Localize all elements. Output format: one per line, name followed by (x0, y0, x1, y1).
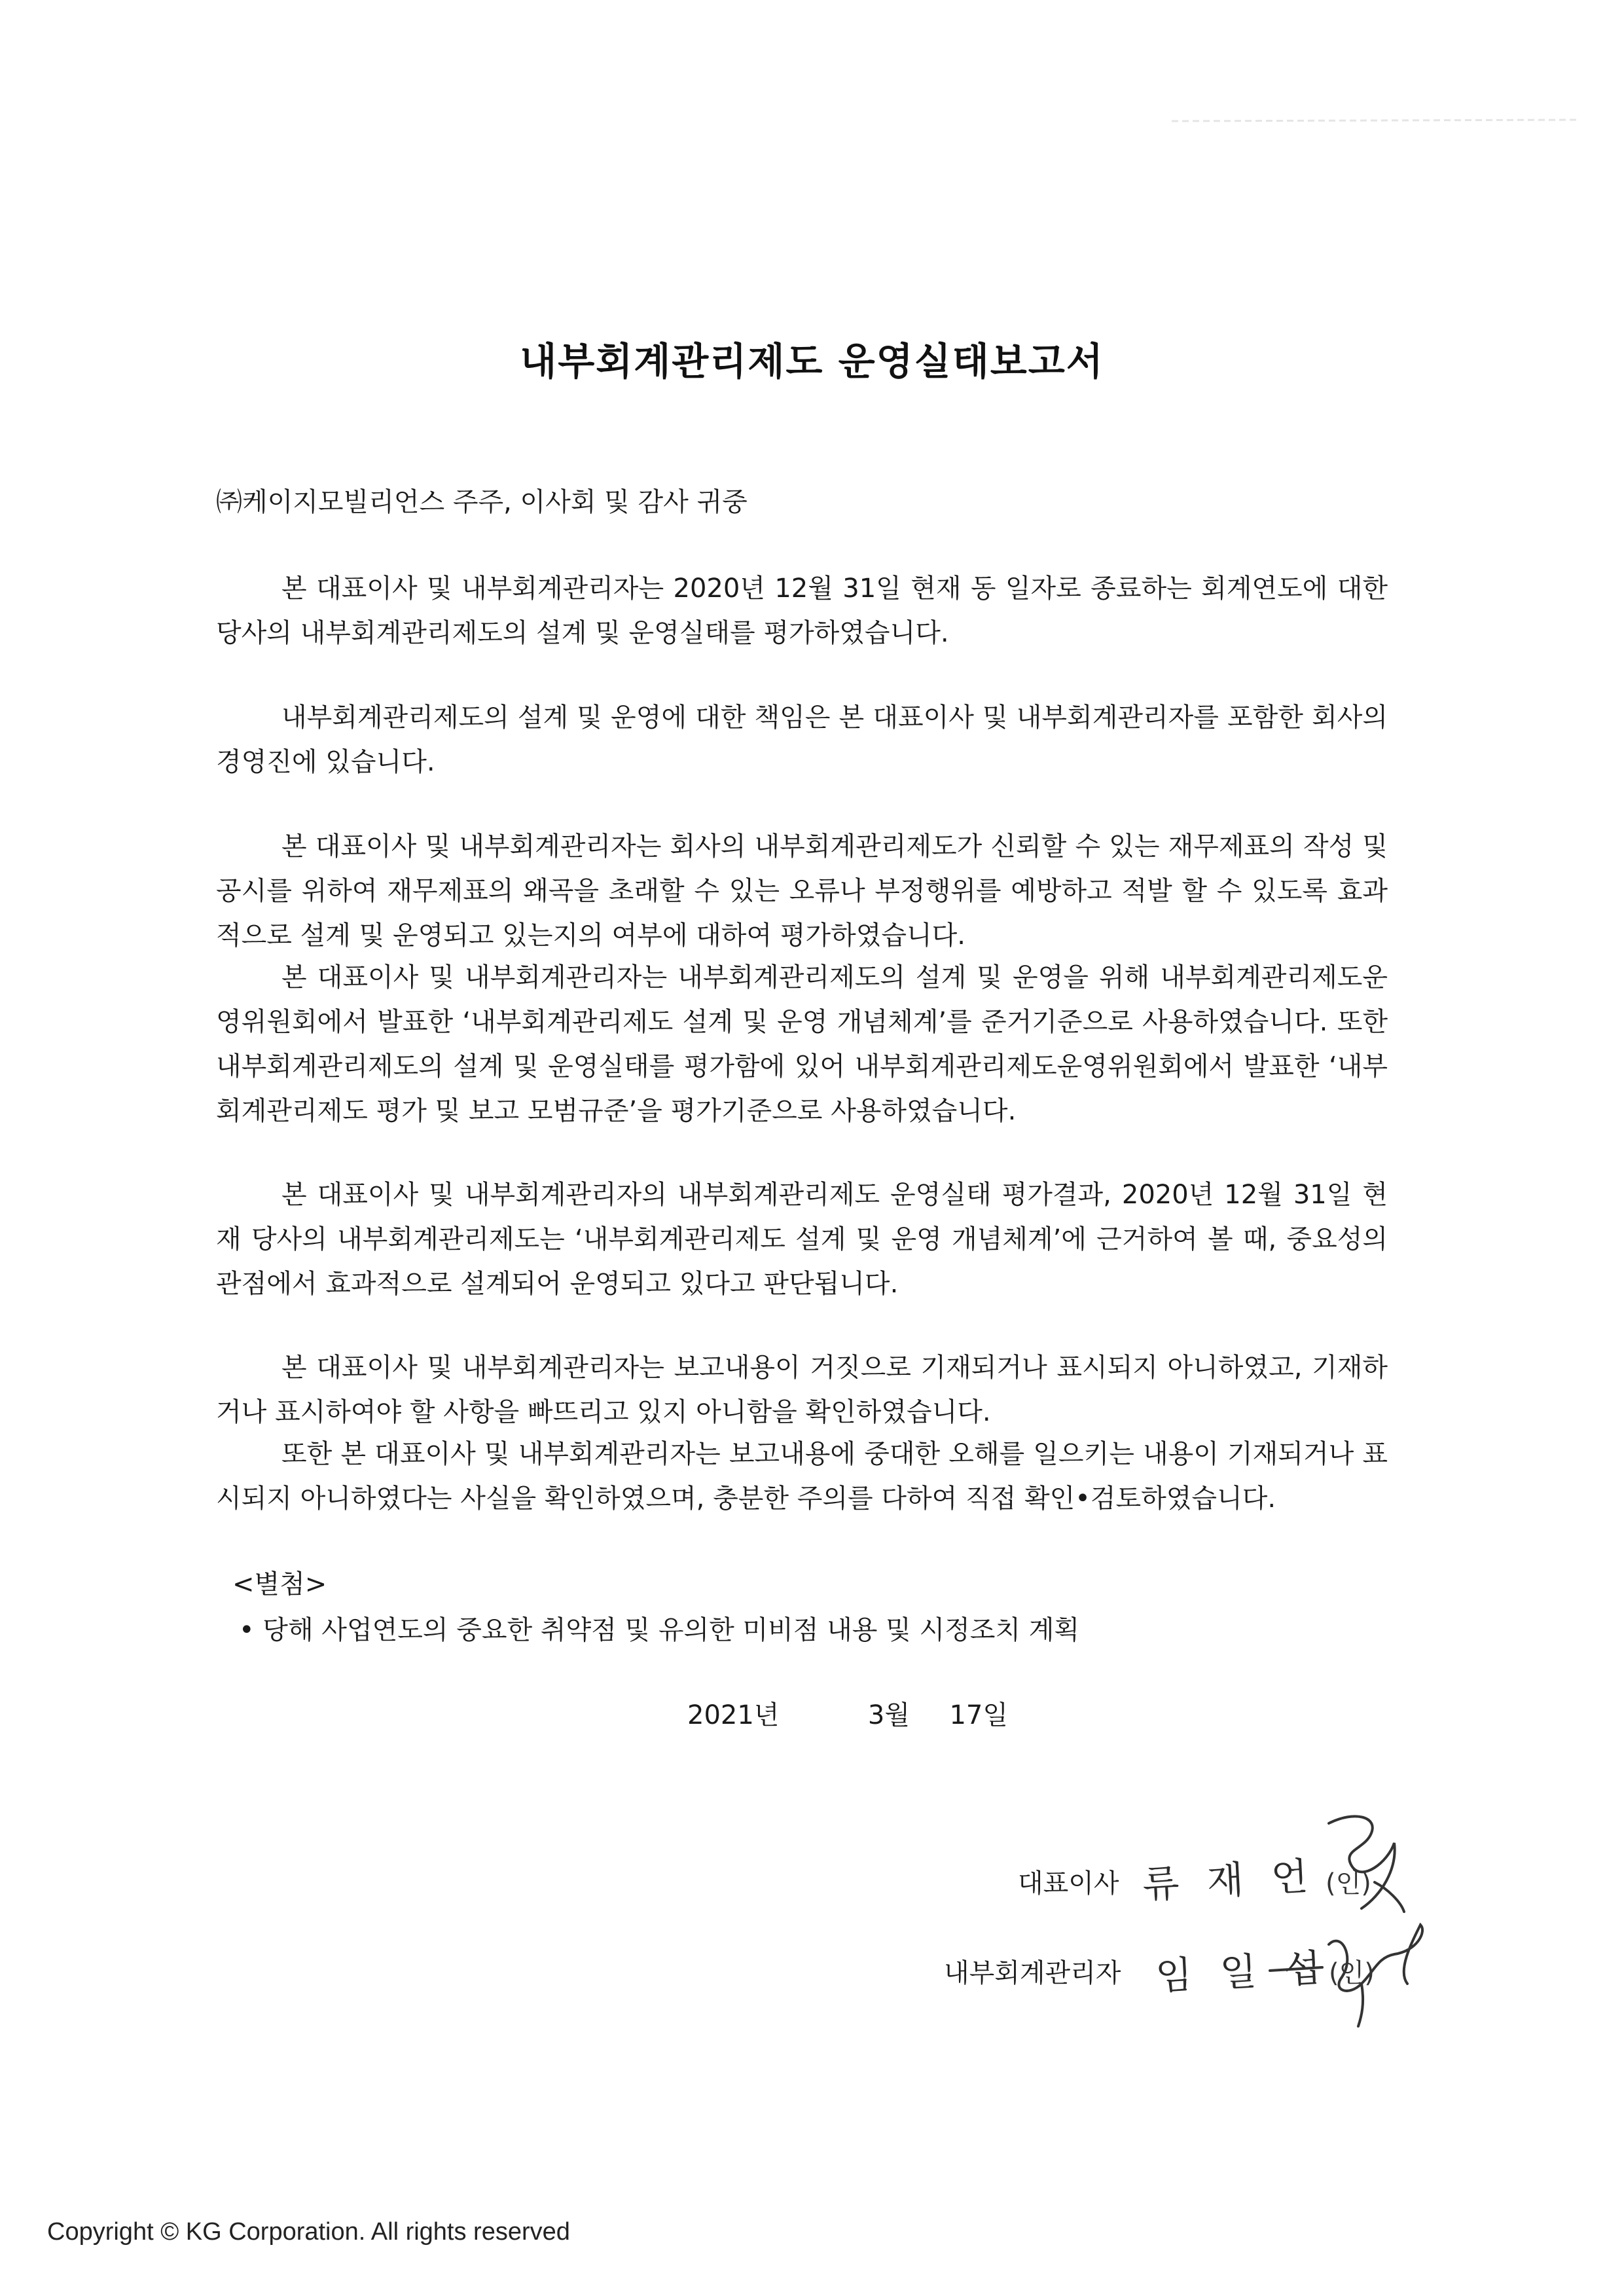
paragraph-text: 본 대표이사 및 내부회계관리자는 보고내용이 거짓으로 기재되거나 표시되지 아니하였고, 기재하거나 표시하여야 할 사항을 빠뜨리고 있지 아니함을 확인하였습니다. (216, 1353, 1388, 1427)
date-day: 17일 (949, 1700, 1008, 1730)
date-month: 3월 (867, 1700, 910, 1730)
addressee: ㈜케이지모빌리언스 주주, 이사회 및 감사 귀중 (216, 487, 748, 517)
report-date (687, 1694, 1008, 1732)
paragraph-conclusion (216, 1173, 1388, 1306)
date-year: 2021년 (687, 1700, 780, 1730)
manager-signature-scribble (1263, 1918, 1434, 2030)
ceo-signature: 류 재 언 (1141, 1853, 1317, 1907)
paragraph-text: 또한 본 대표이사 및 내부회계관리자는 보고내용에 중대한 오해를 일으키는 내용이 기재되거나 표시되지 아니하였다는 사실을 확인하였으며, 충분한 주의를 다하여 직접 확인•검토하였습니다. (216, 1439, 1388, 1514)
paragraph-text: 본 대표이사 및 내부회계관리자는 내부회계관리제도의 설계 및 운영을 위해 내부회계관리제도운영위원회에서 발표한 ‘내부회계관리제도 설계 및 운영 개념체계’를 준거기준으로 사용하였습니다. 또한 내부회계관리제도의 설계 및 운영실태를 평가함에 있어 내부회계관리제도운영위원회에서 발표한 ‘내부회계관리제도 평가 및 보고 모범규준’을 평가기준으로 사용하였습니다. (216, 962, 1388, 1126)
paragraph-text: 본 대표이사 및 내부회계관리자는 2020년 12월 31일 현재 동 일자로 종료하는 회계연도에 대한 당사의 내부회계관리제도의 설계 및 운영실태를 평가하였습니다. (216, 574, 1388, 648)
paragraph-criteria (216, 955, 1388, 1133)
ceo-seal-mark: (인) (1326, 1868, 1371, 1899)
paragraph-responsibility (216, 695, 1388, 784)
paragraph-evaluation-purpose (216, 824, 1388, 958)
paragraph-text: 내부회계관리제도의 설계 및 운영에 대한 책임은 본 대표이사 및 내부회계관리자를 포함한 회사의 경영진에 있습니다. (216, 702, 1388, 777)
attachment-item: • 당해 사업연도의 중요한 취약점 및 유의한 미비점 내용 및 시정조치 계획 (239, 1615, 1080, 1645)
ceo-title: 대표이사 (1018, 1868, 1119, 1899)
attachment-label: <별첨> (232, 1569, 327, 1599)
document-title: 내부회계관리제도 운영실태보고서 (520, 339, 1104, 384)
manager-seal-mark: (인) (1329, 1958, 1375, 1988)
scan-artifact (1172, 108, 1578, 134)
manager-title: 내부회계관리자 (944, 1958, 1121, 1988)
manager-signature: 임 일 섭 (1154, 1945, 1330, 1999)
paragraph-text: 본 대표이사 및 내부회계관리자는 회사의 내부회계관리제도가 신뢰할 수 있는 재무제표의 작성 및 공시를 위하여 재무제표의 왜곡을 초래할 수 있는 오류나 부정행위를 예방하고 적발 할 수 있도록 효과적으로 설계 및 운영되고 있는지의 여부에 대하여 평가하였습니다. (216, 831, 1388, 951)
paragraph-text: 본 대표이사 및 내부회계관리자의 내부회계관리제도 운영실태 평가결과, 2020년 12월 31일 현재 당사의 내부회계관리제도는 ‘내부회계관리제도 설계 및 운영 개념체계’에 근거하여 볼 때, 중요성의 관점에서 효과적으로 설계되어 운영되고 있다고 판단됩니다. (216, 1180, 1388, 1299)
paragraph-confirmation (216, 1432, 1388, 1521)
ceo-signature-scribble (1316, 1804, 1414, 1915)
paragraph-no-false-statements (216, 1345, 1388, 1434)
copyright-footer: Copyright © KG Corporation. All rights reserved (47, 2218, 570, 2246)
paragraph-evaluation-scope (216, 566, 1388, 655)
